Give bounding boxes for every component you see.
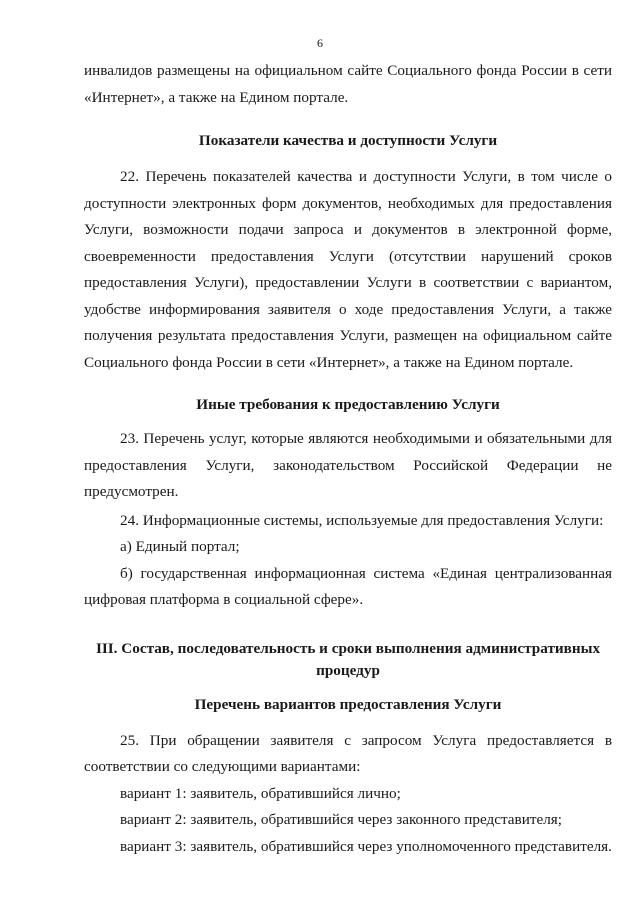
section-iii-heading: III. Состав, последовательность и сроки выполнения административных процедур [95, 639, 601, 679]
intro-paragraph: инвалидов размещены на официальном сайте Социального фонда России в сети «Интернет», а также на Едином портале. [84, 62, 612, 106]
page-number: 6 [317, 36, 323, 50]
variant-item-1: вариант 1: заявитель, обратившийся лично; [120, 784, 401, 802]
variant-item-3: вариант 3: заявитель, обратившийся через уполномоченного представителя. [120, 837, 612, 855]
paragraph-23: 23. Перечень услуг, которые являются необходимыми и обязательными для предоставления Услуги, законодательством Российской Федерации не предусмотрен. [84, 430, 612, 500]
document-body [84, 58, 612, 860]
heading-other-requirements: Иные требования к предоставлению Услуги [196, 396, 500, 413]
list-item-b: б) государственная информационная система «Единая централизованная цифровая платформа в социальной сфере». [84, 564, 612, 608]
paragraph-25: 25. При обращении заявителя с запросом Услуга предоставляется в соответствии со следующими вариантами: [84, 731, 612, 775]
paragraph-24: 24. Информационные системы, используемые для предоставления Услуги: [120, 511, 604, 529]
paragraph-22: 22. Перечень показателей качества и доступности Услуги, в том числе о доступности электронных форм документов, необходимых для предоставления Услуги, возможности подачи запроса и документов в электронной форме, своевременности предоставления Услуги (отсутствии нарушений сроков предоставления Услуги), предоставлении Услуги в соответствии с вариантом, удобстве информирования заявителя о ходе предоставления Услуги, а также получения результата предоставления Услуги, размещен на официальном сайте Социального фонда России в сети «Интернет», а также на Едином портале. [84, 168, 612, 371]
variant-item-2: вариант 2: заявитель, обратившийся через законного представителя; [120, 811, 563, 828]
heading-variants-list: Перечень вариантов предоставления Услуги [194, 695, 502, 713]
list-item-a: а) Единый портал; [120, 538, 240, 555]
heading-quality: Показатели качества и доступности Услуги [198, 132, 498, 149]
